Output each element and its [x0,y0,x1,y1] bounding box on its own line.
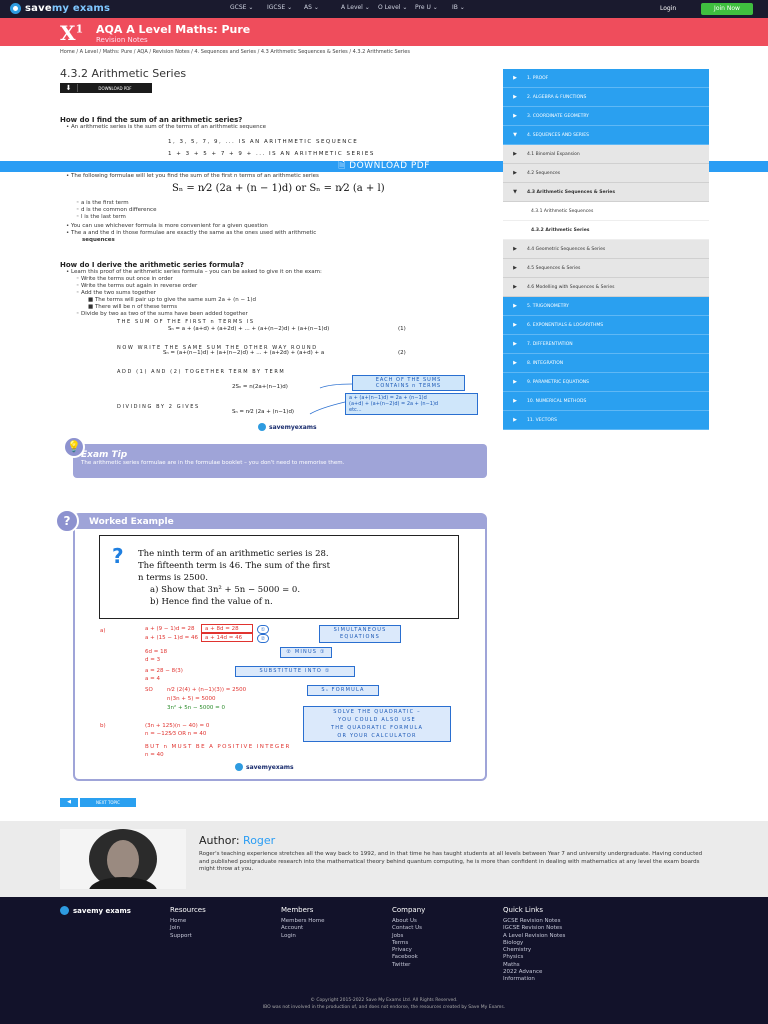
breadcrumb[interactable]: Home / A Level / Maths: Pure / AQA / Revision Notes / 4. Sequences and Series / 4.3 Arithmetic Sequences & Series / 4.3.2 Arithmetic Series [60,49,410,55]
proof-step: DIVIDING BY 2 GIVES [117,404,200,410]
sidebar-item[interactable] [503,240,709,259]
sidebar-item-label: 4.3 Arithmetic Sequences & Series [527,189,616,195]
footer-link[interactable]: IGCSE Revision Notes [503,925,563,932]
subject-title: AQA A Level Maths: Pure [96,23,251,36]
question-line: The ninth term of an arithmetic series is 28. [138,549,329,559]
sidebar-item-label: 6. EXPONENTIALS & LOGARITHMS [527,322,604,328]
chevron-right-icon: ▶ [513,113,517,119]
author-avatar [60,829,186,889]
callout-line: SIMULTANEOUS [333,627,387,633]
sidebar-item[interactable] [503,335,709,354]
chevron-right-icon: ▶ [513,303,517,309]
sidebar-item[interactable] [503,145,709,164]
callout-line: EQUATIONS [340,634,380,640]
disclaimer-line: IBO was not involved in the production of, and does not endorse, the resources created by Save My Exams. [262,1005,506,1010]
question-box [99,535,459,619]
chevron-right-icon: ▶ [513,379,517,385]
sidebar-item[interactable] [503,107,709,126]
chevron-right-icon: ▶ [513,170,517,176]
sub-bullet: ◦ Divide by two as two of the sums have been added together [76,311,248,317]
chevron-right-icon: ▶ [513,284,517,290]
sidebar-item-label: 4.3.2 Arithmetic Series [531,227,590,233]
logo-text-a: save [25,3,52,14]
proof-math: Sₙ = n⁄2 (2a + (n−1)d) [232,409,295,415]
join-now-button[interactable]: Join Now [701,3,753,15]
working-line: n⁄2 (2(4) + (n−1)(3)) = 2500 [167,687,247,693]
nav-link-gcse[interactable]: GCSE ⌄ [230,4,254,11]
footer-link[interactable]: Twitter [392,961,411,968]
sub-sub-bullet: ■ There will be n of these terms [88,304,178,310]
footer-link[interactable]: Contact Us [392,925,423,932]
nav-link-pre-u[interactable]: Pre U ⌄ [415,4,438,11]
footer-link[interactable]: Physics [503,954,524,961]
bottom-nav [60,798,136,807]
callout-line: (a+d) + (a+(n−2)d) = 2a + (n−1)d [349,401,439,407]
sub-bullet: ◦ Write the terms out again in reverse order [76,283,198,289]
logo-icon [235,763,243,771]
callout-line: etc... [349,407,362,413]
lightbulb-icon: 💡 [63,436,85,458]
callout-simultaneous [319,625,401,643]
question-mark-icon: ? [55,509,79,533]
worked-example-heading: Worked Example [89,517,174,527]
logo-icon [258,423,266,431]
working-line: d = 3 [145,657,161,663]
footer-link[interactable]: Login [281,932,296,939]
sidebar-item[interactable] [503,259,709,278]
footer-link[interactable]: Account [281,925,304,932]
chevron-right-icon: ▶ [513,341,517,347]
author-label [199,834,275,847]
page-title: 4.3.2 Arithmetic Series [60,67,187,80]
sidebar-item[interactable] [503,164,709,183]
author-name[interactable]: Roger [243,834,276,847]
sidebar-item[interactable] [503,183,709,202]
sidebar-item-label: 4.5 Sequences & Series [527,265,581,271]
proof-math: Sₙ = (a+(n−1)d) + (a+(n−2)d) + ... + (a+2d) + (a+d) + a [163,350,325,356]
footer-logo[interactable] [60,906,131,915]
callout-minus: ② MINUS ① [280,647,332,658]
footer-link[interactable]: Jobs [392,932,404,939]
author-photo [60,829,186,889]
sidebar-item-label: 4.3.1 Arithmetic Sequences [531,208,594,214]
download-pdf-label: DOWNLOAD PDF [98,85,132,91]
sidebar-item[interactable] [503,221,709,240]
footer-link[interactable]: Terms [392,939,409,946]
pdf-icon: 🗎 [338,161,350,171]
sub-sub-bullet: ■ The terms will pair up to give the same sum 2a + (n − 1)d [88,297,257,303]
chevron-right-icon: ▶ [513,322,517,328]
working-line: a + 8d = 28 [205,626,239,632]
nav-link-igcse[interactable]: IGCSE ⌄ [267,4,293,11]
chevron-right-icon: ▶ [513,265,517,271]
equation-number: (2) [398,350,406,356]
chevron-down-icon: ▼ [513,132,517,138]
working-line: 3n² + 5n − 5000 = 0 [167,705,225,711]
bullet-text: • Learn this proof of the arithmetic series formula – you can be asked to give it on the exam: [66,269,322,275]
logo-icon [60,906,69,915]
subject-logo-icon [60,21,83,45]
topic-sidebar [503,69,709,430]
subject-mark: X [60,21,76,45]
example-series: 1 + 3 + 5 + 7 + 9 + ... IS AN ARITHMETIC SERIES [168,151,375,157]
chevron-right-icon: ▶ [513,398,517,404]
proof-step: THE SUM OF THE FIRST n TERMS IS [117,319,255,325]
question-line: b) Hence find the value of n. [150,597,273,607]
logo-text-b: my exams [51,3,111,14]
footer-link[interactable]: Facebook [392,954,418,961]
footer-col-quick-links [503,906,565,984]
download-icon: ⬇ [60,84,78,92]
question-line: n terms is 2500. [138,573,208,583]
chevron-right-icon: ▶ [513,75,517,81]
footer-heading: Quick Links [503,906,544,914]
previous-topic-button[interactable]: ◀ [60,798,78,807]
nav-link-a-level[interactable]: A Level ⌄ [341,4,370,11]
footer-col-company [392,906,425,969]
nav-links [230,4,489,11]
callout-line: a + (a+(n−1)d) = 2a + (n−1)d [349,395,427,401]
author-label-text: Author: [199,834,240,847]
sub-bullet: ◦ d is the common difference [76,207,157,213]
working-line: a + (15 − 1)d = 46 [145,635,198,641]
chevron-right-icon: ▶ [513,94,517,100]
part-label: a) [100,628,106,634]
callout-line: EACH OF THE SUMS [375,377,442,383]
equation-number: (1) [398,326,406,332]
callout-each-sum [352,375,465,391]
callout-line: CONTAINS n TERMS [375,383,442,389]
sidebar-item[interactable] [503,354,709,373]
sidebar-item[interactable] [503,69,709,88]
footer-link[interactable]: Biology [503,939,524,946]
chevron-right-icon: ▶ [513,417,517,423]
footer-logo-text-b: my exams [91,906,131,915]
proof-step: ADD (1) AND (2) TOGETHER TERM BY TERM [117,369,286,375]
sidebar-item-label: 7. DIFFERENTIATION [527,341,573,347]
footer-link[interactable]: Members Home [281,918,325,924]
footer-link[interactable]: GCSE Revision Notes [503,918,561,924]
footer-link[interactable]: Support [170,932,192,939]
sidebar-item[interactable] [503,392,709,411]
author-section [0,821,768,897]
working-line: BUT n MUST BE A POSITIVE INTEGER [145,744,291,750]
copyright-line: © Copyright 2015-2022 Save My Exams Ltd. All Rights Reserved. [310,998,458,1003]
working-line: a + 14d = 46 [205,635,243,641]
example-sequence: 1, 3, 5, 7, 9, ... IS AN ARITHMETIC SEQUENCE [168,139,359,145]
callout-solve-quadratic [303,706,451,742]
sidebar-item-label: 11. VECTORS [527,417,557,423]
site-footer [0,897,768,1024]
exam-tip-heading: Exam Tip [81,450,128,460]
sidebar-item[interactable] [503,278,709,297]
callout-line: THE QUADRATIC FORMULA [330,725,424,731]
sub-bullet: ◦ a is the first term [76,200,129,206]
footer-link[interactable]: Privacy [392,947,412,954]
bullet-text: • You can use whichever formula is more convenient for a given question [66,223,268,229]
working-line: (3n + 125)(n − 40) = 0 [145,723,210,729]
callout-substitute: SUBSTITUTE INTO ① [235,666,355,677]
question-icon: ? [112,544,124,568]
nav-link-o-level[interactable]: O Level ⌄ [378,4,408,11]
working-line: n(3n + 5) = 5000 [167,696,216,702]
chevron-right-icon: ▶ [513,151,517,157]
callout-line: SOLVE THE QUADRATIC – [333,709,421,715]
footer-logo-text-a: save [73,906,92,915]
sidebar-item-label: 4. SEQUENCES AND SERIES [527,132,589,138]
working-label: SO [145,687,153,693]
bullet-text: • The following formulae will let you find the sum of the first n terms of an arithmetic series [66,173,319,179]
sum-formula: Sₙ = n⁄2 (2a + (n − 1)d) or Sₙ = n⁄2 (a + l) [172,183,385,194]
footer-heading: Members [281,906,314,914]
callout-sn-formula: Sₙ FORMULA [307,685,379,696]
sidebar-item-label: 1. PROOF [527,75,549,81]
subject-mark-sup: 1 [75,22,84,36]
proof-step: NOW WRITE THE SAME SUM THE OTHER WAY ROUND [117,345,318,351]
working-line: n = −125⁄3 OR n = 40 [145,731,207,737]
equation-label-1: ① [257,625,269,634]
sidebar-item[interactable] [503,126,709,145]
callout-line: OR YOUR CALCULATOR [337,733,417,739]
sidebar-item-label: 8. INTEGRATION [527,360,564,366]
copyright [0,997,768,1011]
site-logo[interactable] [10,3,110,14]
footer-link[interactable]: Join [170,925,181,932]
logo-icon [10,3,21,14]
working-line: a = 4 [145,676,160,682]
sidebar-item[interactable] [503,316,709,335]
question-line: The fifteenth term is 46. The sum of the first [138,561,331,571]
sidebar-item[interactable] [503,297,709,316]
equation-label-2: ② [257,634,269,643]
footer-heading: Resources [170,906,206,914]
footer-col-resources [170,906,206,940]
footer-link[interactable]: Chemistry [503,947,532,954]
download-pdf-button[interactable] [60,83,152,93]
footer-link[interactable]: Information [503,976,535,983]
download-pdf-bar-label: DOWNLOAD PDF [349,161,430,171]
working-line: a = 28 − 8(3) [145,668,183,674]
sidebar-item-label: 4.6 Modelling with Sequences & Series [527,284,615,290]
bullet-text-cont: sequences [82,237,115,243]
sub-bullet: ◦ Add the two sums together [76,290,156,296]
sidebar-item-label: 10. NUMERICAL METHODS [527,398,587,404]
footer-heading: Company [392,906,426,914]
section-heading-sum: How do I find the sum of an arithmetic series? [60,116,243,124]
bullet-text: • The a and the d in those formulae are exactly the same as the ones used with arithmetic [66,230,317,236]
sidebar-item-label: 4.1 Binomial Expansion [527,151,580,157]
callout-arrows [300,380,360,420]
nav-link-ib[interactable]: IB ⌄ [452,4,465,11]
working-line: 6d = 18 [145,649,168,655]
nav-link-as[interactable]: AS ⌄ [304,4,319,11]
savemyexams-watermark: savemyexams [235,763,294,771]
sidebar-item-label: 4.4 Geometric Sequences & Series [527,246,606,252]
bullet-text: • An arithmetic series is the sum of the terms of an arithmetic sequence [66,124,267,130]
subject-banner [0,18,768,46]
callout-line: YOU COULD ALSO USE [338,717,416,723]
question-line: a) Show that 3n² + 5n − 5000 = 0. [150,585,301,595]
chevron-down-icon: ▼ [513,189,517,195]
sidebar-item-label: 3. COORDINATE GEOMETRY [527,113,589,119]
next-topic-button[interactable]: NEXT TOPIC [80,798,136,807]
footer-link[interactable]: Home [170,918,187,924]
working-line: n = 40 [145,752,164,758]
sub-bullet: ◦ Write the terms out once in order [76,276,173,282]
savemyexams-watermark: savemyexams [258,423,317,431]
callout-pairs [345,393,478,415]
proof-math: Sₙ = a + (a+d) + (a+2d) + ... + (a+(n−2)d) + (a+(n−1)d) [168,326,330,332]
footer-col-members [281,906,324,940]
chevron-right-icon: ▶ [513,246,517,252]
author-bio: Roger's teaching experience stretches all the way back to 1992, and in that time he has taught students at all levels between Year 7 and university undergraduate. Having conducted and published postgraduate research into the mathematical theory behind quantum computing, he is more than confident in dealing with mathematics at any level the exam boards might throw at you. [199,851,703,872]
footer-link[interactable]: 2022 Advance [503,969,543,976]
sub-bullet: ◦ l is the last term [76,214,126,220]
sidebar-item[interactable] [503,411,709,430]
login-link[interactable]: Login [660,5,677,12]
sidebar-item-label: 2. ALGEBRA & FUNCTIONS [527,94,587,100]
sidebar-item[interactable] [503,88,709,107]
part-label: b) [100,723,106,729]
section-heading-derive: How do I derive the arithmetic series formula? [60,261,244,269]
sidebar-item[interactable] [503,373,709,392]
exam-tip-text: The arithmetic series formulae are in the formulae booklet – you don't need to memorise them. [81,460,345,466]
footer-link[interactable]: Maths [503,961,520,968]
footer-link[interactable]: About Us [392,918,417,924]
sidebar-item-label: 4.2 Sequences [527,170,561,176]
working-line: a + (9 − 1)d = 28 [145,626,195,632]
chevron-right-icon: ▶ [513,360,517,366]
top-navbar [0,0,768,18]
footer-link[interactable]: A Level Revision Notes [503,932,566,939]
proof-math: 2Sₙ = n(2a+(n−1)d) [232,384,288,390]
exam-tip-card [67,440,487,478]
worked-example-card [63,513,487,781]
subject-subtitle: Revision Notes [96,36,148,44]
sidebar-item[interactable] [503,202,709,221]
sidebar-item-label: 5. TRIGONOMETRY [527,303,569,309]
sidebar-item-label: 9. PARAMETRIC EQUATIONS [527,379,590,385]
